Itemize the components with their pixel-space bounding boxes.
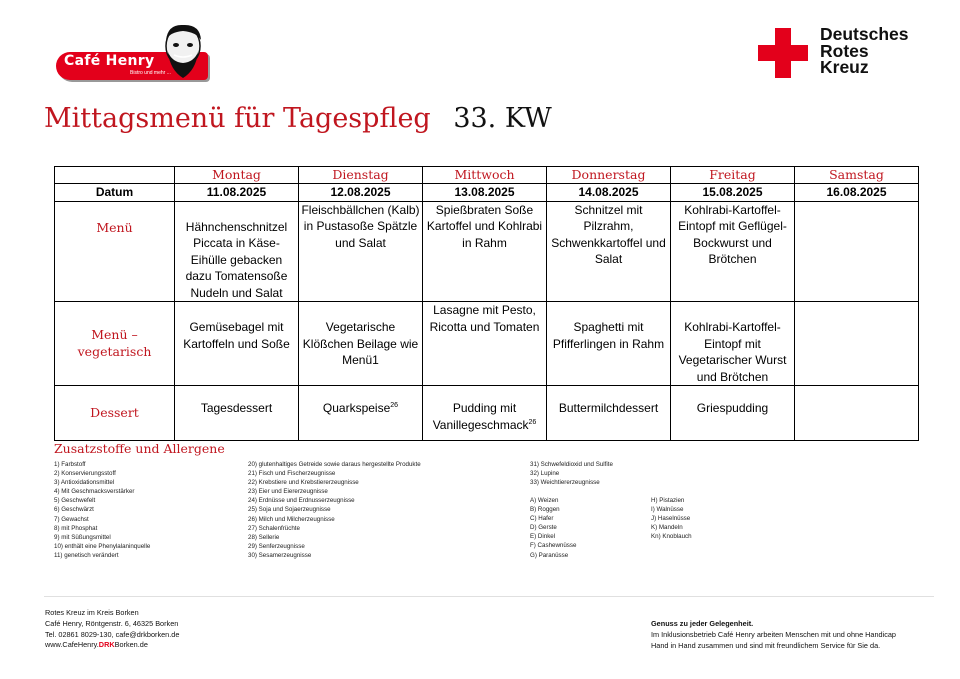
- allergen-item: 24) Erdnüsse und Erdnusserzeugnisse: [248, 497, 355, 505]
- footer-phone-email: Tel. 02861 8029-130, cafe@drkborken.de: [45, 629, 180, 639]
- vegetarian-row: [55, 302, 919, 386]
- dessert-cell: [671, 386, 795, 441]
- dessert-text: Quarkspeise: [322, 401, 391, 415]
- menu-cell: Schnitzel mit Pilzrahm, Schwenkkartoffel und Salat: [547, 201, 671, 302]
- web-prefix: www.CafeHenry.: [45, 640, 99, 650]
- allergen-item: J) Haselnüsse: [651, 515, 691, 523]
- row-label-dessert: Dessert: [55, 386, 175, 441]
- menu-cell: Fleischbällchen (Kalb) in Pustasoße Spätzle und Salat: [299, 201, 423, 302]
- menu-cell: Kohlrabi-Kartoffel-Eintopf mit Geflügel-Bockwurst und Brötchen: [671, 201, 795, 302]
- allergen-list-grains: [530, 496, 576, 560]
- footer-org: Rotes Kreuz im Kreis Borken: [45, 608, 139, 617]
- allergen-item: 33) Weichtiererzeugnisse: [530, 479, 600, 487]
- dessert-text: Pudding mit Vanillegeschmack: [432, 401, 529, 432]
- vegetarian-cell: Lasagne mit Pesto, Ricotta und Tomaten: [423, 302, 547, 386]
- allergen-item: F) Cashewnüsse: [530, 542, 577, 550]
- web-suffix: Borken.de: [114, 640, 148, 650]
- day-name: Montag: [175, 167, 299, 184]
- day-name: Freitag: [671, 167, 795, 184]
- web-red: DRK: [98, 640, 115, 650]
- slogan-title: Genuss zu jeder Gelegenheit.: [651, 619, 754, 628]
- footer-website[interactable]: [45, 640, 179, 651]
- allergen-title: Zusatzstoffe und Allergene: [54, 441, 225, 456]
- dessert-text: Griespudding: [696, 401, 769, 415]
- vegetarian-cell: Spaghetti mit Pfifferlingen in Rahm: [547, 302, 671, 386]
- allergen-item: A) Weizen: [530, 497, 559, 504]
- allergen-item: 30) Sesamerzeugnisse: [248, 551, 312, 559]
- datum-label: Datum: [55, 184, 175, 202]
- allergen-item: 29) Senferzeugnisse: [248, 542, 305, 550]
- day-header-row: [55, 167, 919, 184]
- date-row: [55, 184, 919, 202]
- dessert-cell: [175, 386, 299, 441]
- cafe-henry-logo: [56, 22, 216, 82]
- dessert-allergen-sup: 26: [390, 402, 399, 409]
- drk-wordmark: [820, 26, 909, 76]
- dessert-text: Tagesdessert: [200, 401, 273, 415]
- dessert-cell: [299, 386, 423, 441]
- menu-cell: Spießbraten Soße Kartoffel und Kohlrabi in Rahm: [423, 201, 547, 302]
- allergen-item: Kn) Knoblauch: [651, 533, 692, 541]
- allergen-list-main: [248, 460, 421, 560]
- footer-divider: [44, 596, 934, 597]
- dessert-cell: [547, 386, 671, 441]
- allergen-item: 3) Antioxidationsmittel: [54, 479, 115, 487]
- row-label-menu: Menü: [55, 201, 175, 302]
- allergen-item: B) Roggen: [530, 506, 560, 514]
- dessert-cell: [795, 386, 919, 441]
- allergen-item: G) Paranüsse: [530, 551, 569, 559]
- day-date: 12.08.2025: [299, 184, 423, 202]
- allergen-item: 25) Soja und Sojaerzeugnisse: [248, 506, 331, 514]
- allergen-item: C) Hafer: [530, 515, 554, 523]
- logo-cafe-name: Café Henry: [64, 53, 155, 69]
- vegetarian-cell: Gemüsebagel mit Kartoffeln und Soße: [175, 302, 299, 386]
- row-label-vegetarian: Menü – vegetarisch: [55, 302, 175, 386]
- allergen-item: K) Mandeln: [651, 524, 683, 532]
- drk-logo: [758, 26, 928, 80]
- dessert-row: [55, 386, 919, 441]
- allergen-item: 10) enthält eine Phenylalaninquelle: [54, 542, 151, 550]
- allergen-item: E) Dinkel: [530, 533, 556, 541]
- drk-line3: Kreuz: [820, 57, 869, 77]
- drk-line2: Rotes: [820, 40, 869, 61]
- day-date: 11.08.2025: [175, 184, 299, 202]
- allergen-item: 31) Schwefeldioxid und Sulfite: [530, 461, 613, 468]
- allergen-item: 28) Sellerie: [248, 533, 280, 541]
- allergen-item: D) Gerste: [530, 524, 557, 532]
- allergen-item: 11) genetisch verändert: [54, 551, 119, 559]
- dessert-allergen-sup: 26: [528, 418, 537, 426]
- vegetarian-cell: Vegetarische Klößchen Beilage wie Menü1: [299, 302, 423, 386]
- day-date: 13.08.2025: [423, 184, 547, 202]
- henry-portrait-icon: [156, 22, 210, 82]
- allergen-item: 1) Farbstoff: [54, 461, 86, 468]
- slogan-line2: Hand in Hand zusammen und sind mit freundlichem Service für Sie da.: [651, 640, 881, 650]
- menu-cell: Hähnchenschnitzel Piccata in Käse-Eihülle gebacken dazu Tomatensoße Nudeln und Salat: [175, 201, 299, 302]
- menu-cell: [795, 201, 919, 302]
- allergen-item: 27) Schalenfrüchte: [248, 524, 300, 532]
- allergen-item: 5) Geschwefelt: [54, 497, 96, 505]
- allergen-item: 21) Fisch und Fischerzeugnisse: [248, 470, 336, 478]
- allergen-item: 2) Konservierungsstoff: [54, 470, 116, 478]
- allergen-list-nuts: [651, 496, 692, 541]
- title-main: Mittagsmenü für Tagespfleg: [44, 103, 431, 134]
- day-date: 14.08.2025: [547, 184, 671, 202]
- allergen-item: 4) Mit Geschmacksverstärker: [54, 488, 135, 496]
- dessert-text: Buttermilchdessert: [558, 401, 659, 415]
- day-name: Donnerstag: [547, 167, 671, 184]
- menu-row: [55, 201, 919, 302]
- day-name: Mittwoch: [423, 167, 547, 184]
- drk-line1: Deutsches: [820, 24, 909, 44]
- corner-cell: [55, 167, 175, 184]
- title-week: 33. KW: [453, 103, 552, 134]
- allergen-item: 7) Gewachst: [54, 515, 89, 523]
- allergen-item: 22) Krebstiere und Krebstiererzeugnisse: [248, 479, 359, 487]
- footer-slogan: [651, 619, 896, 651]
- allergen-item: 20) glutenhaltiges Getreide sowie daraus hergestellte Produkte: [248, 461, 421, 468]
- menu-table: [54, 166, 919, 441]
- allergen-item: 23) Eier und Eiererzeugnisse: [248, 488, 328, 496]
- vegetarian-cell: [795, 302, 919, 386]
- allergen-item: 32) Lupine: [530, 470, 560, 478]
- allergen-list-extra: [530, 460, 613, 487]
- day-name: Dienstag: [299, 167, 423, 184]
- day-date: 16.08.2025: [795, 184, 919, 202]
- slogan-line1: Im Inklusionsbetrieb Café Henry arbeiten Menschen mit und ohne Handicap: [651, 629, 896, 639]
- allergen-item: 6) Geschwärzt: [54, 506, 94, 514]
- day-date: 15.08.2025: [671, 184, 795, 202]
- logo-tagline: Bistro und mehr ...: [130, 70, 171, 76]
- allergen-item: 26) Milch und Milcherzeugnisse: [248, 515, 335, 523]
- day-name: Samstag: [795, 167, 919, 184]
- dessert-cell: [423, 386, 547, 441]
- vegetarian-cell: Kohlrabi-Kartoffel-Eintopf mit Vegetarischer Wurst und Brötchen: [671, 302, 795, 386]
- allergen-item: I) Walnüsse: [651, 506, 684, 514]
- footer-address: Café Henry, Röntgenstr. 6, 46325 Borken: [45, 618, 179, 628]
- allergen-item: 9) mit Süßungsmittel: [54, 533, 111, 541]
- allergen-item: H) Pistazien: [651, 497, 685, 504]
- red-cross-icon: [758, 28, 808, 78]
- allergen-item: 8) mit Phosphat: [54, 524, 98, 532]
- allergen-list-additives: [54, 460, 150, 560]
- footer-contact: [45, 608, 179, 651]
- page-title: [44, 103, 552, 134]
